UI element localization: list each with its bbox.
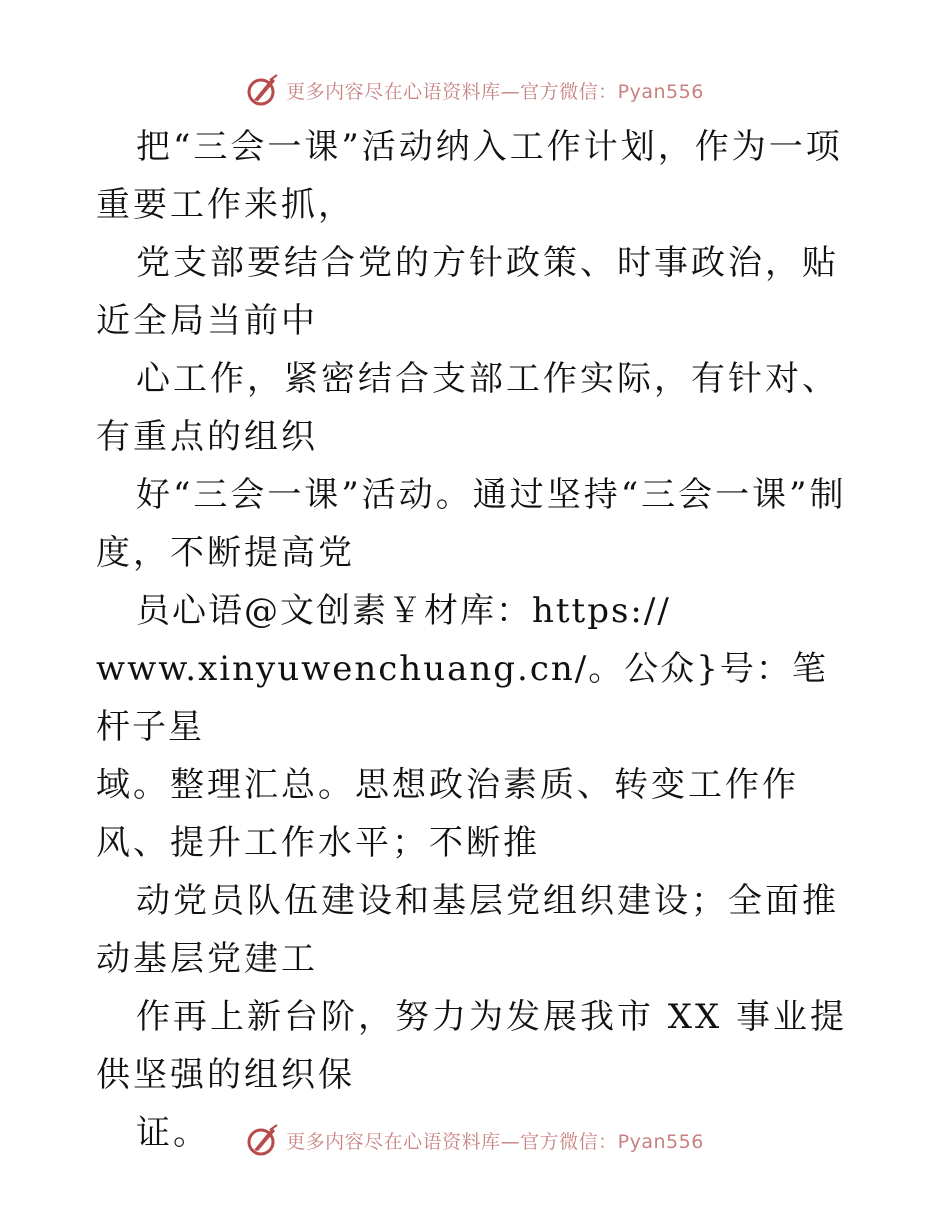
paragraph: 域。整理汇总。思想政治素质、转变工作作风、提升工作水平；不断推 bbox=[96, 765, 799, 863]
header-banner bbox=[0, 70, 950, 110]
paragraph: 动党员队伍建设和基层党组织建设；全面推动基层党建工 bbox=[96, 881, 839, 979]
paragraph: 作再上新台阶，努力为发展我市 XX 事业提供坚强的组织保 bbox=[96, 997, 848, 1095]
paragraph: 党支部要结合党的方针政策、时事政治，贴近全局当前中 bbox=[96, 243, 839, 341]
header-banner-text: 更多内容尽在心语资料库—官方微信：Pyan556 bbox=[286, 80, 704, 103]
footer-banner bbox=[0, 1120, 950, 1160]
paragraph: 好“三会一课”活动。通过坚持“三会一课”制度，不断提高党 bbox=[96, 475, 847, 573]
paragraph: www.xinyuwenchuang.cn/。公众}号：笔杆子星 bbox=[96, 649, 828, 747]
document-body bbox=[96, 118, 856, 1162]
paragraph: 员心语@文创素￥材库：https:// bbox=[136, 591, 671, 631]
footer-banner-text: 更多内容尽在心语资料库—官方微信：Pyan556 bbox=[286, 1130, 704, 1153]
paragraph: 把“三会一课”活动纳入工作计划，作为一项重要工作来抓， bbox=[96, 127, 843, 225]
quill-logo-icon bbox=[246, 73, 280, 107]
quill-logo-icon bbox=[246, 1123, 280, 1157]
paragraph: 心工作，紧密结合支部工作实际，有针对、有重点的组织 bbox=[96, 359, 839, 457]
paragraph: 证。 bbox=[136, 1113, 210, 1153]
